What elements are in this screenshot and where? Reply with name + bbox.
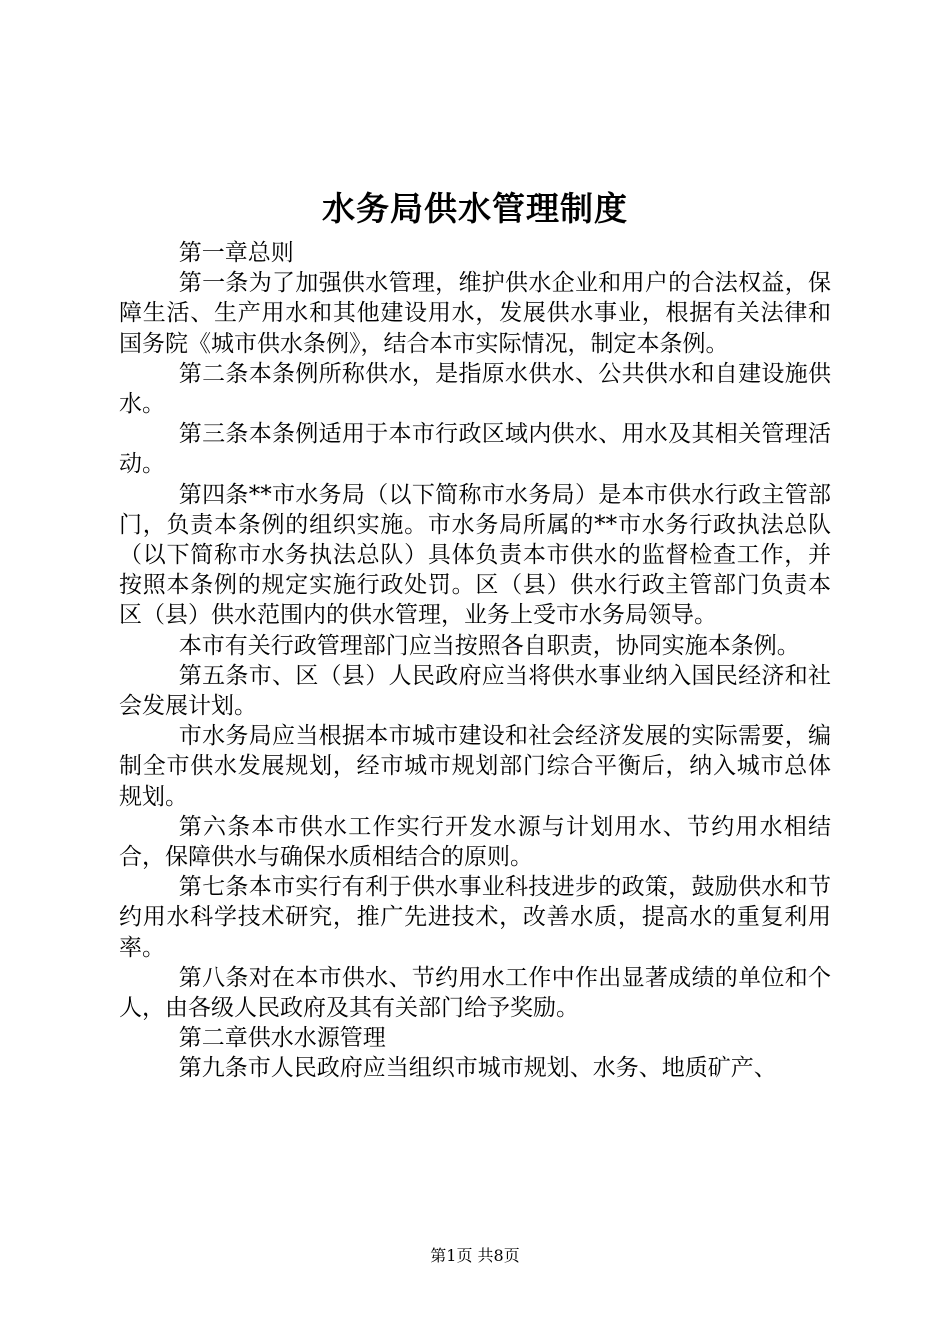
- paragraph: 第二条本条例所称供水，是指原水供水、公共供水和自建设施供水。: [119, 360, 831, 418]
- page-footer: 第1页 共8页: [430, 1246, 520, 1265]
- paragraph: 第五条市、区（县）人民政府应当将供水事业纳入国民经济和社会发展计划。: [119, 662, 831, 720]
- paragraph: 第一条为了加强供水管理，维护供水企业和用户的合法权益，保障生活、生产用水和其他建设用水，发展供水事业，根据有关法律和国务院《城市供水条例》，结合本市实际情况，制定本条例。: [119, 270, 831, 357]
- paragraph: 第六条本市供水工作实行开发水源与计划用水、节约用水相结合，保障供水与确保水质相结合的原则。: [119, 813, 831, 871]
- paragraph: 市水务局应当根据本市城市建设和社会经济发展的实际需要，编制全市供水发展规划，经市城市规划部门综合平衡后，纳入城市总体规划。: [119, 723, 831, 810]
- paragraph: 第四条**市水务局（以下简称市水务局）是本市供水行政主管部门，负责本条例的组织实施。市水务局所属的**市水务行政执法总队（以下简称市水务执法总队）具体负责本市供水的监督检查工作，并按照本条例的规定实施行政处罚。区（县）供水行政主管部门负责本区（县）供水范围内的供水管理，业务上受市水务局领导。: [119, 481, 831, 629]
- paragraph: 本市有关行政管理部门应当按照各自职责，协同实施本条例。: [178, 632, 800, 659]
- paragraph: 第九条市人民政府应当组织市城市规划、水务、地质矿产、: [178, 1055, 777, 1082]
- paragraph: 第七条本市实行有利于供水事业科技进步的政策，鼓励供水和节约用水科学技术研究，推广先进技术，改善水质，提高水的重复利用率。: [119, 874, 831, 961]
- chapter-heading: 第一章总则: [178, 240, 294, 266]
- paragraph: 第三条本条例适用于本市行政区域内供水、用水及其相关管理活动。: [119, 421, 831, 478]
- chapter-heading: 第二章供水水源管理: [178, 1025, 386, 1052]
- document-body: [119, 238, 831, 1084]
- paragraph: 第八条对在本市供水、节约用水工作中作出显著成绩的单位和个人，由各级人民政府及其有关部门给予奖励。: [119, 964, 831, 1022]
- document-title: 水务局供水管理制度: [322, 189, 628, 228]
